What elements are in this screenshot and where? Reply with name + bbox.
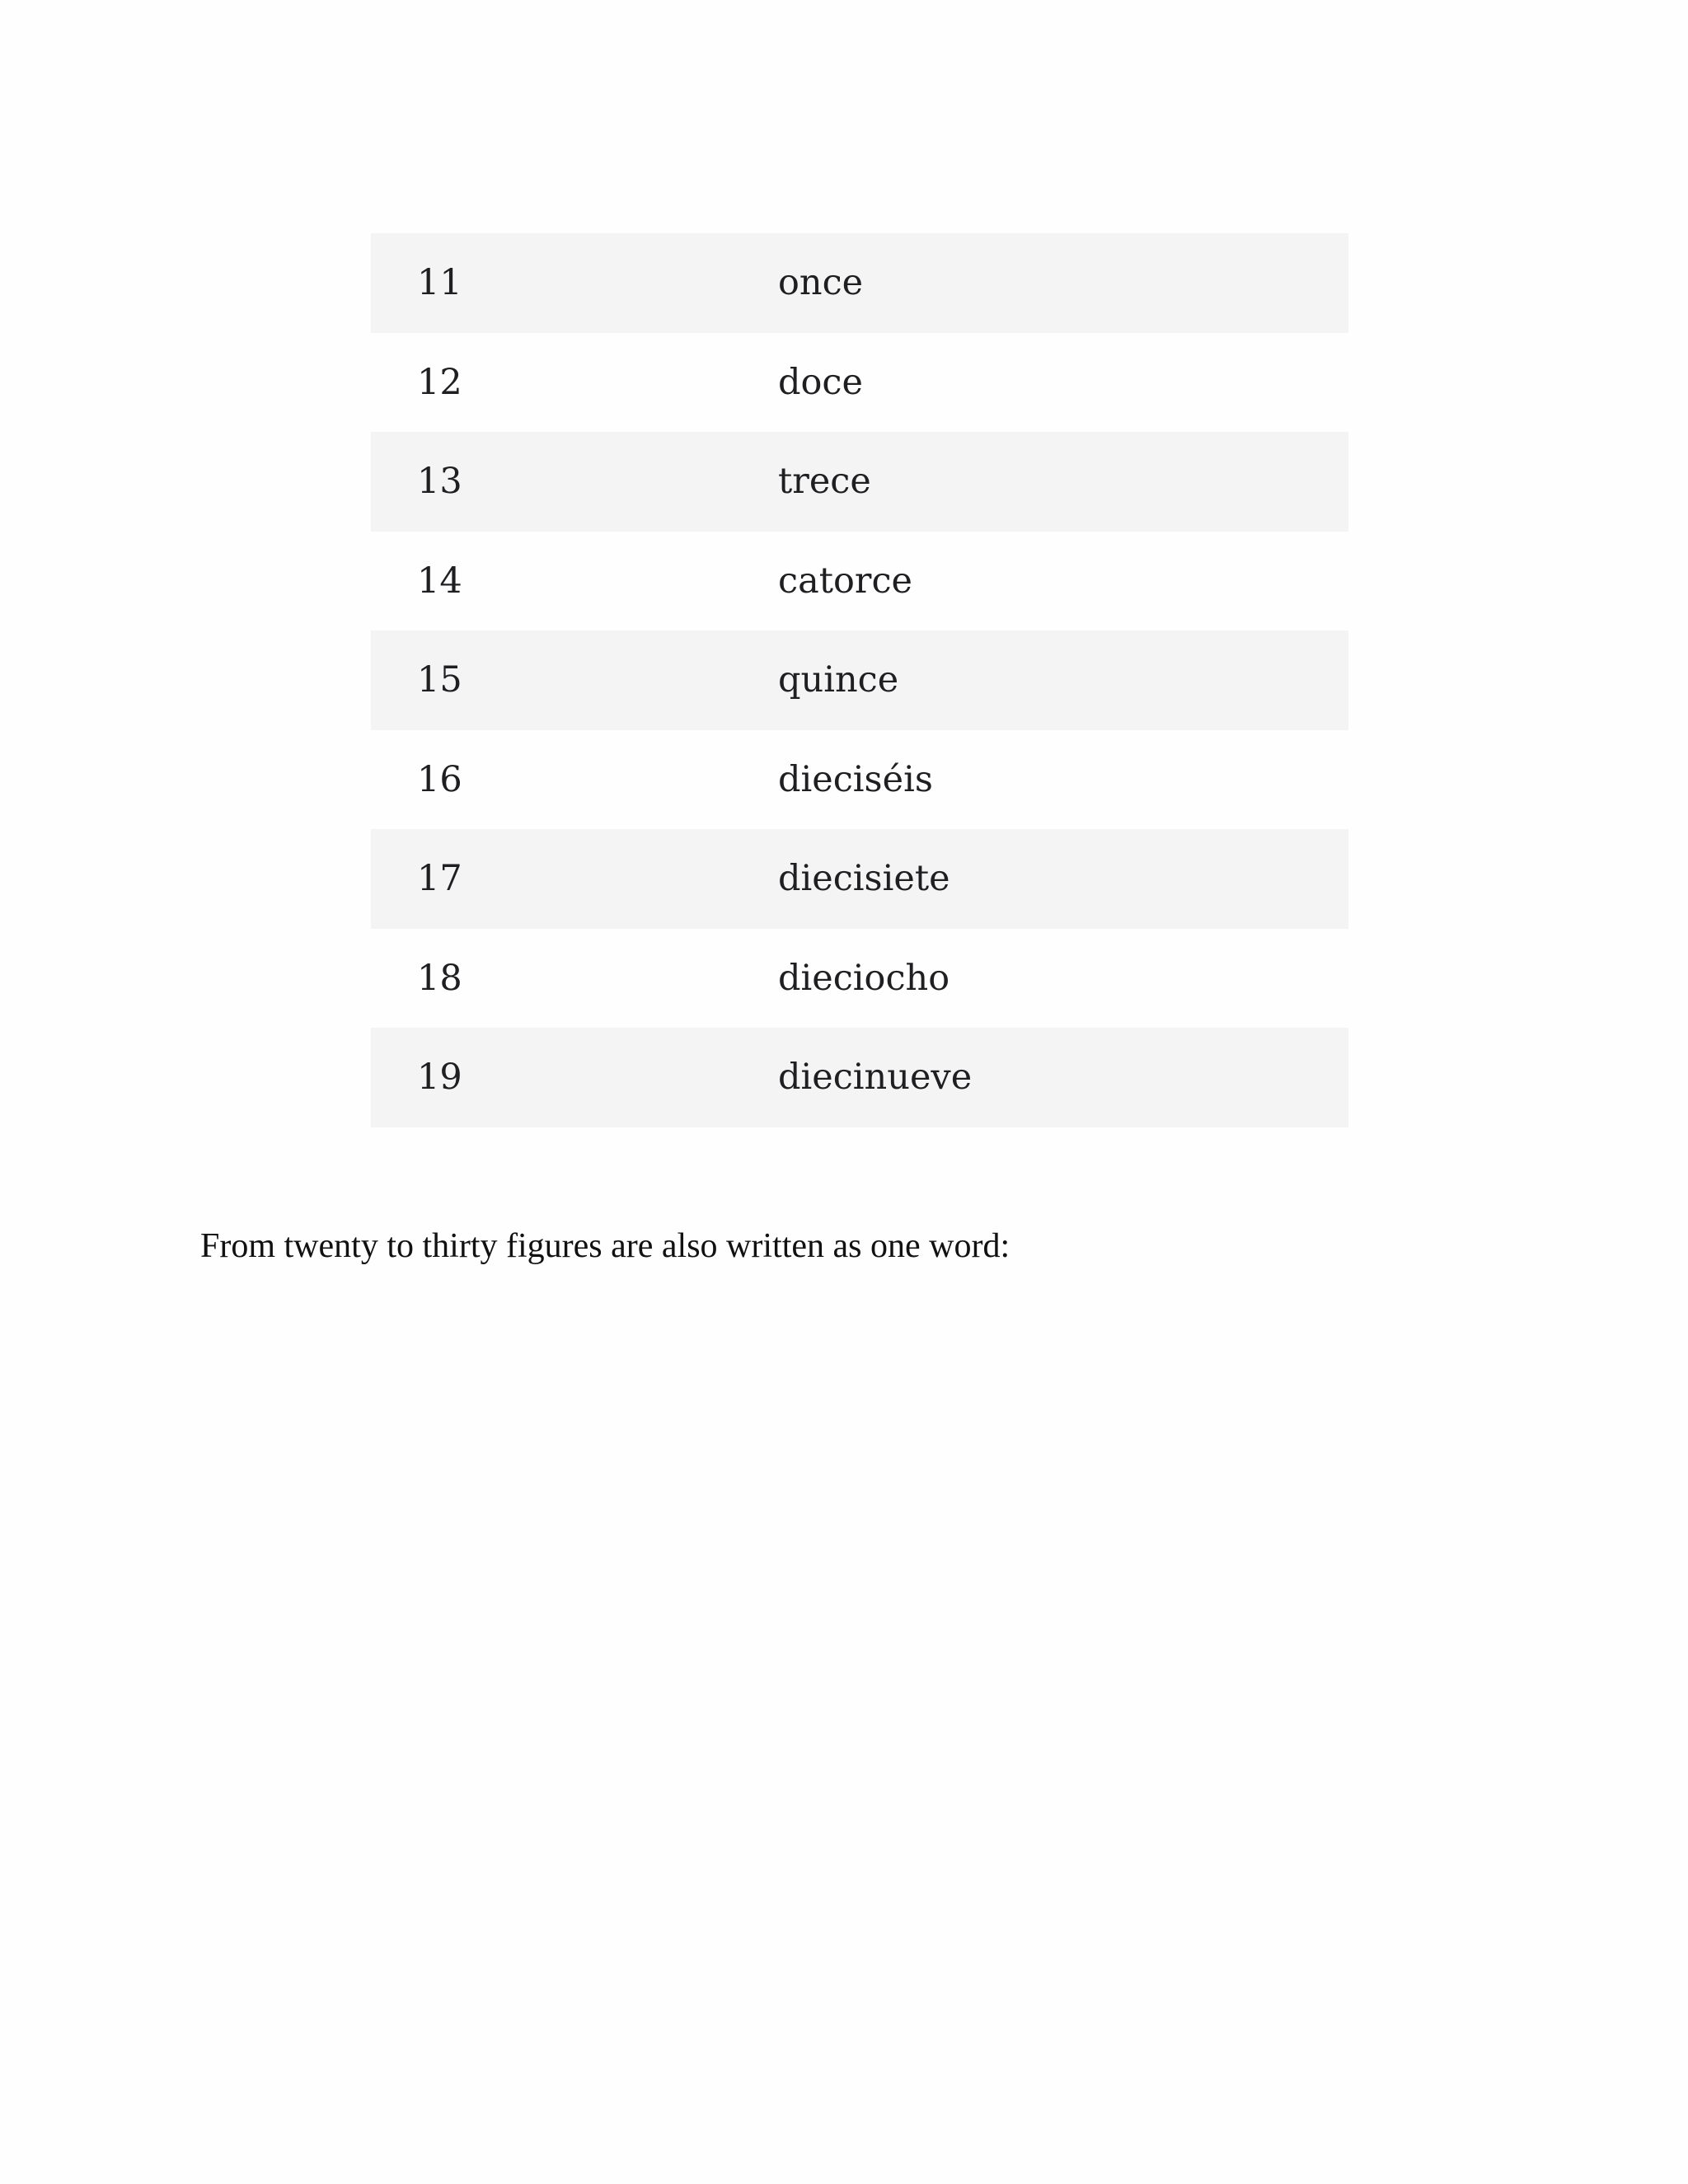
table-row (371, 532, 1348, 631)
table-row (371, 630, 1348, 730)
word-cell: once (778, 262, 864, 304)
number-cell: 13 (417, 461, 462, 503)
number-cell: 16 (417, 758, 462, 800)
word-cell: quince (778, 659, 899, 701)
table-row (371, 432, 1348, 532)
number-cell: 15 (417, 659, 462, 701)
number-cell: 11 (417, 262, 462, 304)
number-cell: 18 (417, 957, 462, 999)
word-cell: catorce (778, 560, 912, 602)
table-row (371, 829, 1348, 929)
number-cell: 14 (417, 560, 462, 602)
word-cell: diecinueve (778, 1057, 973, 1099)
table-row (371, 233, 1348, 333)
table-row (371, 1028, 1348, 1127)
table-row (371, 730, 1348, 830)
body-paragraph: From twenty to thirty figures are also written as one word: (200, 1227, 1010, 1265)
table-row (371, 929, 1348, 1029)
number-cell: 12 (417, 361, 462, 403)
number-cell: 19 (417, 1057, 462, 1099)
word-cell: dieciocho (778, 957, 950, 999)
word-cell: diecisiete (778, 858, 950, 900)
table-row (371, 333, 1348, 433)
word-cell: doce (778, 361, 863, 403)
word-cell: dieciséis (778, 758, 933, 800)
spanish-numbers-table (371, 233, 1348, 1127)
word-cell: trece (778, 461, 871, 503)
number-cell: 17 (417, 858, 462, 900)
